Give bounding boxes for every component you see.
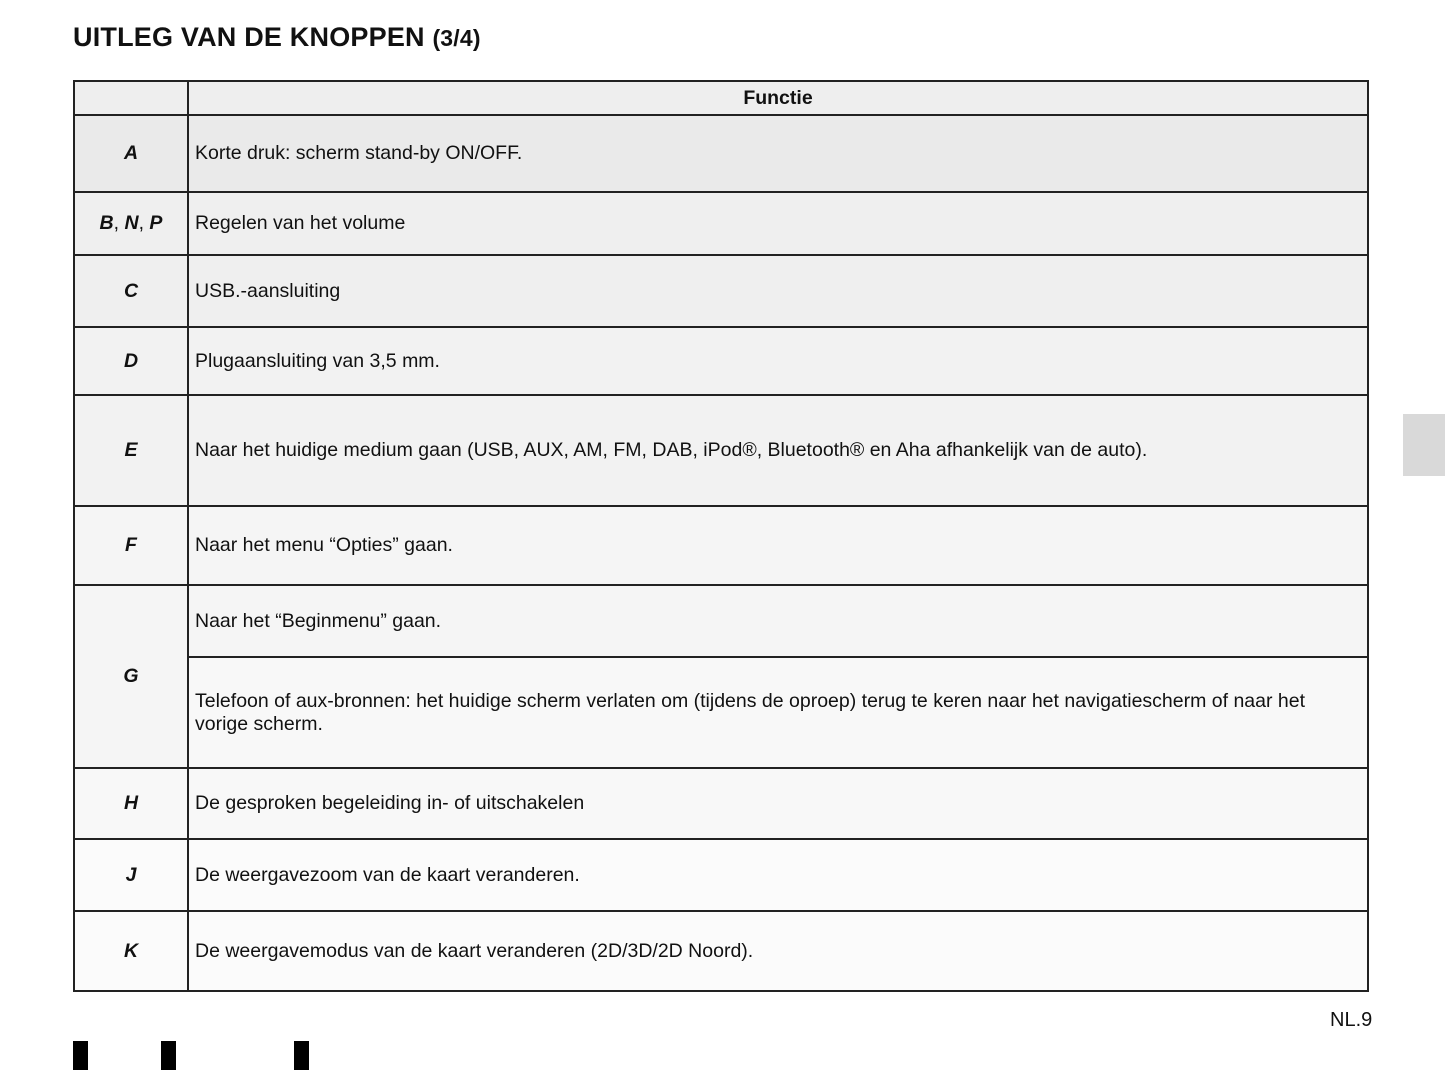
desc-cell: Naar het “Beginmenu” gaan.: [188, 585, 1368, 657]
table-row: [74, 768, 1368, 839]
table-row: [74, 839, 1368, 911]
key-cell: C: [74, 255, 188, 327]
key-cell: D: [74, 327, 188, 395]
key-cell: J: [74, 839, 188, 911]
table-row: [74, 657, 1368, 768]
desc-cell: Naar het menu “Opties” gaan.: [188, 506, 1368, 585]
table-row: [74, 115, 1368, 192]
key-cell: K: [74, 911, 188, 991]
crop-mark: [161, 1041, 176, 1070]
buttons-table: [73, 80, 1369, 992]
table-header-row: [74, 81, 1368, 115]
page-title: [73, 22, 481, 53]
key-part: B: [99, 212, 114, 234]
desc-cell: Korte druk: scherm stand-by ON/OFF.: [188, 115, 1368, 192]
page-title-suffix: (3/4): [432, 25, 481, 51]
header-function: Functie: [188, 81, 1368, 115]
key-separator: ,: [138, 212, 150, 234]
table-row: [74, 255, 1368, 327]
table-row: [74, 585, 1368, 657]
page-title-text: UITLEG VAN DE KNOPPEN: [73, 22, 425, 52]
key-cell: A: [74, 115, 188, 192]
desc-cell: De gesproken begeleiding in- of uitschakelen: [188, 768, 1368, 839]
desc-cell: De weergavemodus van de kaart veranderen (2D/3D/2D Noord).: [188, 911, 1368, 991]
desc-cell: Telefoon of aux-bronnen: het huidige scherm verlaten om (tijdens de oproep) terug te keren naar het navigatiescherm of naar het vorige scherm.: [188, 657, 1368, 768]
key-separator: ,: [113, 212, 125, 234]
table-row: [74, 911, 1368, 991]
key-cell: G: [74, 585, 188, 768]
desc-cell: Regelen van het volume: [188, 192, 1368, 255]
table-row: [74, 506, 1368, 585]
key-cell: E: [74, 395, 188, 506]
desc-cell: USB.-aansluiting: [188, 255, 1368, 327]
crop-mark: [73, 1041, 88, 1070]
section-tab: [1403, 414, 1445, 476]
table-row: [74, 395, 1368, 506]
key-cell: F: [74, 506, 188, 585]
header-key: [74, 81, 188, 115]
desc-cell: Naar het huidige medium gaan (USB, AUX, AM, FM, DAB, iPod®, Bluetooth® en Aha afhankelijk van de auto).: [188, 395, 1368, 506]
key-cell: H: [74, 768, 188, 839]
crop-mark: [294, 1041, 309, 1070]
desc-cell: De weergavezoom van de kaart veranderen.: [188, 839, 1368, 911]
table-row: [74, 192, 1368, 255]
table-row: [74, 327, 1368, 395]
page-number: NL.9: [1330, 1009, 1373, 1031]
key-cell: [74, 192, 188, 255]
key-part: N: [124, 212, 139, 234]
key-part: P: [149, 212, 163, 234]
desc-cell: Plugaansluiting van 3,5 mm.: [188, 327, 1368, 395]
